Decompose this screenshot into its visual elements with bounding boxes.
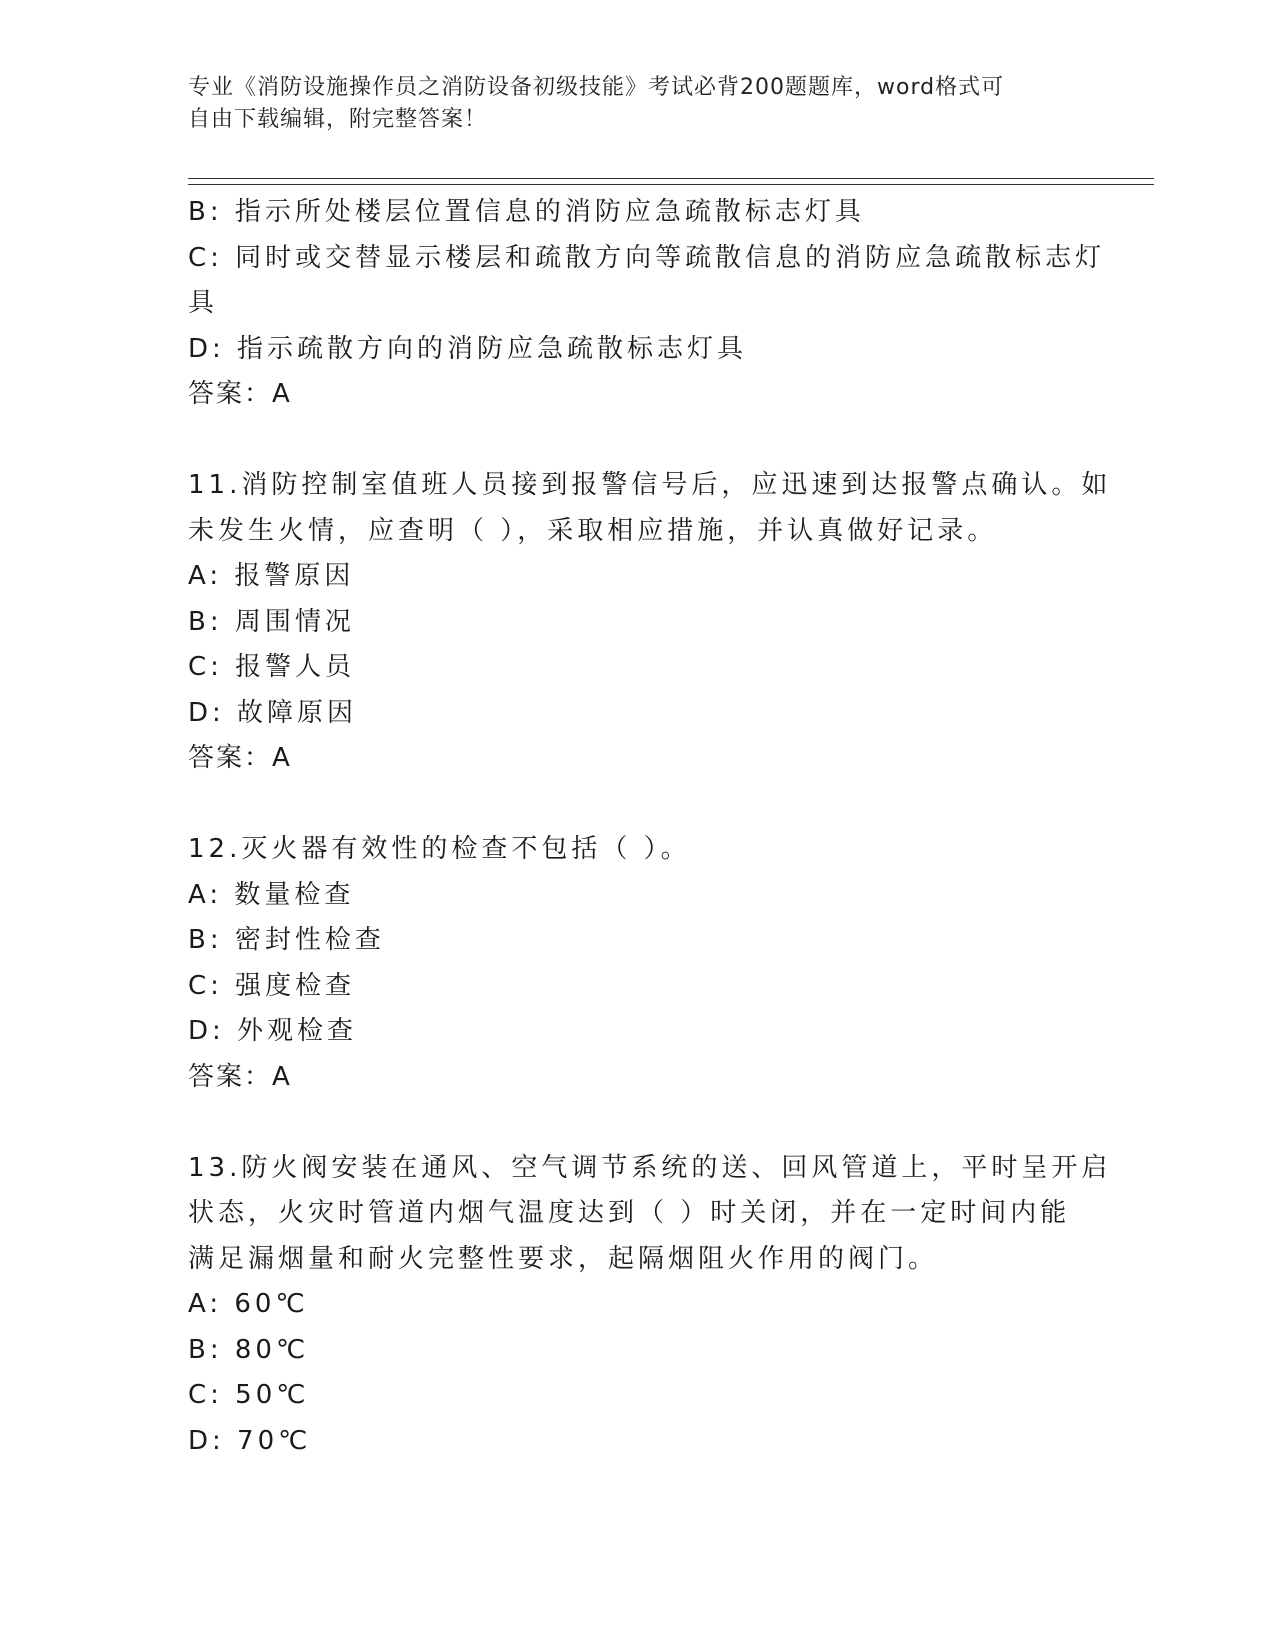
option-c-continued: 具 — [188, 288, 219, 318]
question-13 — [188, 1146, 1112, 1465]
question-stem: 11.消防控制室值班人员接到报警信号后，应迅速到达报警点确认。如 — [188, 470, 1112, 500]
header-divider — [188, 178, 1154, 185]
option-d: D: 70℃ — [188, 1425, 312, 1456]
answer-line: 答案：A — [188, 379, 292, 409]
question-stem-continued: 满足漏烟量和耐火完整性要求，起隔烟阻火作用的阀门。 — [188, 1243, 939, 1274]
header-title-line-2: 自由下载编辑，附完整答案！ — [188, 107, 488, 132]
option-a: A: 报警原因 — [188, 561, 355, 591]
document-body — [188, 190, 1112, 1464]
option-d: D: 外观检查 — [188, 1016, 358, 1046]
option-c: C: 报警人员 — [188, 652, 356, 682]
option-c: C: 同时或交替显示楼层和疏散方向等疏散信息的消防应急疏散标志灯 — [188, 242, 1106, 273]
question-11 — [188, 463, 1112, 782]
option-a: A: 数量检查 — [188, 879, 355, 910]
spacer — [188, 1100, 1088, 1146]
option-b: B: 周围情况 — [188, 606, 355, 637]
answer-line: 答案：A — [188, 1061, 292, 1092]
option-b: B: 密封性检查 — [188, 925, 385, 955]
option-b: B: 指示所处楼层位置信息的消防应急疏散标志灯具 — [188, 197, 865, 227]
question-12 — [188, 827, 1088, 1100]
spacer — [188, 782, 1088, 828]
option-a: A: 60℃ — [188, 1289, 309, 1319]
question-stem-continued: 状态，火灾时管道内烟气温度达到（ ）时关闭，并在一定时间内能 — [188, 1198, 1071, 1228]
header-title-line-1: 专业《消防设施操作员之消防设备初级技能》考试必背200题题库，word格式可 — [188, 75, 1005, 100]
option-c: C: 50℃ — [188, 1380, 310, 1410]
spacer — [188, 418, 1088, 464]
question-stem: 13.防火阀安装在通风、空气调节系统的送、回风管道上，平时呈开启 — [188, 1152, 1112, 1183]
option-c: C: 强度检查 — [188, 970, 356, 1001]
question-stem-continued: 未发生火情，应查明（ ），采取相应措施，并认真做好记录。 — [188, 515, 998, 546]
document-header — [188, 72, 1068, 136]
option-d: D: 故障原因 — [188, 697, 358, 728]
answer-line: 答案：A — [188, 743, 292, 773]
option-b: B: 80℃ — [188, 1334, 310, 1365]
question-stem: 12.灭火器有效性的检查不包括（ ）。 — [188, 834, 691, 864]
option-d: D: 指示疏散方向的消防应急疏散标志灯具 — [188, 333, 748, 364]
